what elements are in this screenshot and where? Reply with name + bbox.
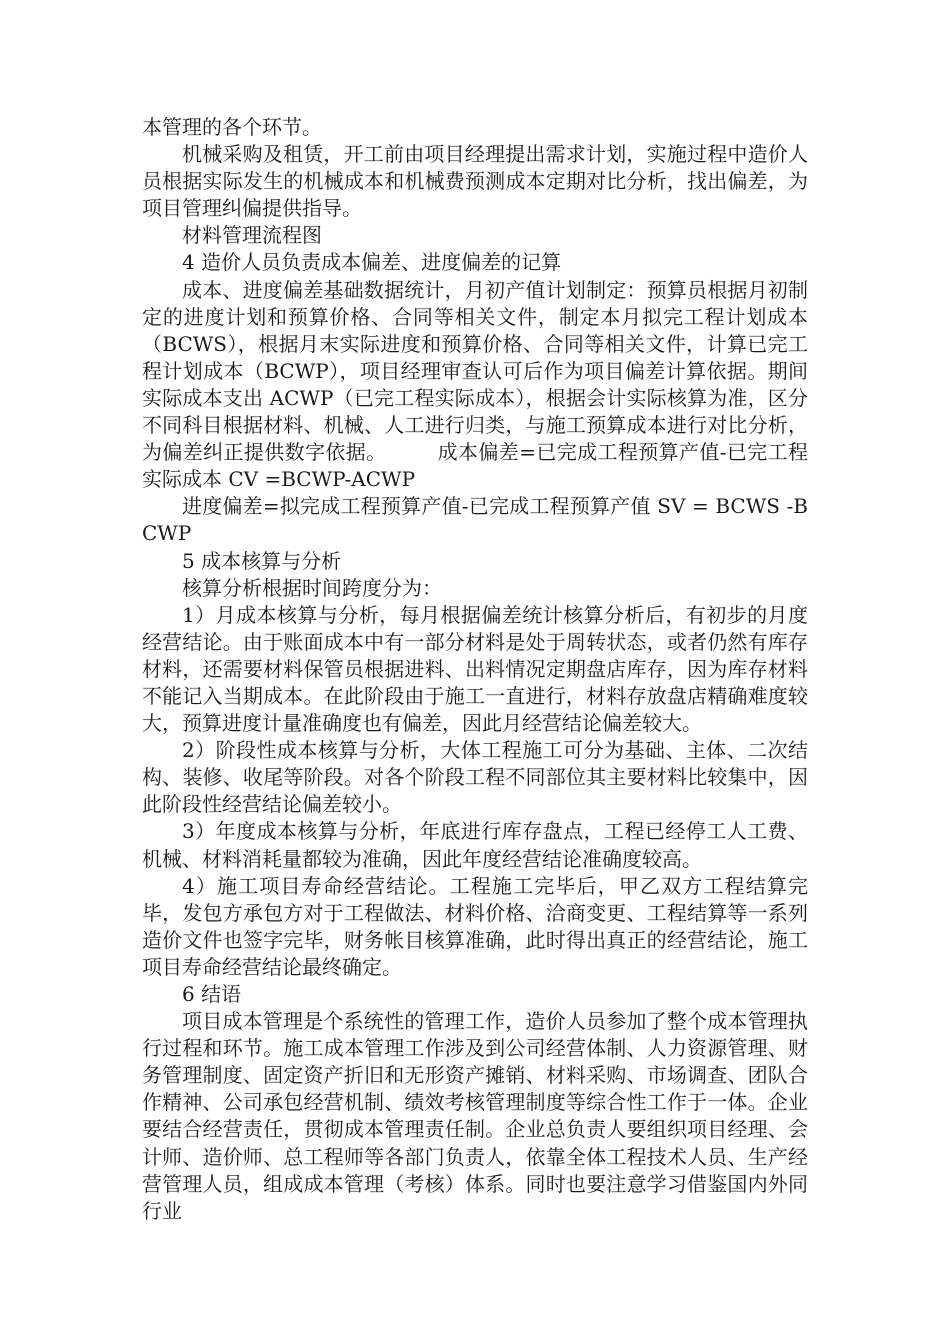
- section-heading-4: 4 造价人员负责成本偏差、进度偏差的记算: [182, 250, 562, 275]
- paragraph-conclusion: 项目成本管理是个系统性的管理工作，造价人员参加了整个成本管理执行过程和环节。施工成本管理工作涉及到公司经营体制、人力资源管理、财务管理制度、固定资产折旧和无形资产摊销、材料采购、市场调查、团队合作精神、公司承包经营机制、绩效考核管理制度等综合性工作于一体。企业要结合经营责任，贯彻成本管理责任制。企业总负责人要组织项目经理、会计师、造价师、总工程师等各部门负责人，依靠全体工程技术人员、生产经营管理人员，组成成本管理（考核）体系。同时也要注意学习借鉴国内外同行业: [142, 1009, 808, 1223]
- document-body: [142, 114, 808, 1225]
- list-item-annual: 3）年度成本核算与分析，年底进行库存盘点，工程已经停工人工费、机械、材料消耗量都较为准确，因此年度经营结论准确度较高。: [142, 819, 808, 871]
- paragraph-machinery-purchase: 机械采购及租赁，开工前由项目经理提出需求计划，实施过程中造价人员根据实际发生的机械成本和机械费预测成本定期对比分析，找出偏差，为项目管理纠偏提供指导。: [142, 142, 808, 221]
- section-heading-6: 6 结语: [182, 982, 242, 1006]
- paragraph-continuation: 本管理的各个环节。: [142, 115, 322, 139]
- list-item-project-life: 4）施工项目寿命经营结论。工程施工完毕后，甲乙双方工程结算完毕，发包方承包方对于工程做法、材料价格、洽商变更、工程结算等一系列造价文件也签字完毕，财务帐目核算准确，此时得出真正的经营结论，施工项目寿命经营结论最终确定。: [142, 873, 808, 979]
- list-item-monthly: 1）月成本核算与分析，每月根据偏差统计核算分析后，有初步的月度经营结论。由于账面成本中有一部分材料是处于周转状态，或者仍然有库存材料，还需要材料保管员根据进料、出料情况定期盘店库存，因为库存材料不能记入当期成本。在此阶段由于施工一直进行，材料存放盘店精确难度较大，预算进度计量准确度也有偏差，因此月经营结论偏差较大。: [142, 602, 808, 736]
- list-item-stage: 2）阶段性成本核算与分析，大体工程施工可分为基础、主体、二次结构、装修、收尾等阶段。对各个阶段工程不同部位其主要材料比较集中，因此阶段性经营结论偏差较小。: [142, 738, 808, 817]
- paragraph-deviation-statistics: 成本、进度偏差基础数据统计，月初产值计划制定：预算员根据月初制定的进度计划和预算价格、合同等相关文件，制定本月拟完工程计划成本（BCWS），根据月末实际进度和预算价格、合同等相关文件，计算已完工程计划成本（BCWP），项目经理审查认可后作为项目偏差计算依据。期间实际成本支出 ACWP（已完工程实际成本），根据会计实际核算为准，区分不同科目根据材料、机械、人工进行归类，与施工预算成本进行对比分析，为偏差纠正提供数字依据。 成本偏差=已完成工程预算产值-已完工程实际成本 CV =BCWP-ACWP: [142, 277, 808, 492]
- paragraph-analysis-intro: 核算分析根据时间跨度分为：: [182, 575, 442, 600]
- figure-caption-material-flow: 材料管理流程图: [182, 223, 322, 248]
- section-heading-5: 5 成本核算与分析: [182, 548, 342, 573]
- paragraph-schedule-variance: 进度偏差=拟完成工程预算产值-已完成工程预算产值 SV = BCWS -BCWP: [142, 494, 808, 546]
